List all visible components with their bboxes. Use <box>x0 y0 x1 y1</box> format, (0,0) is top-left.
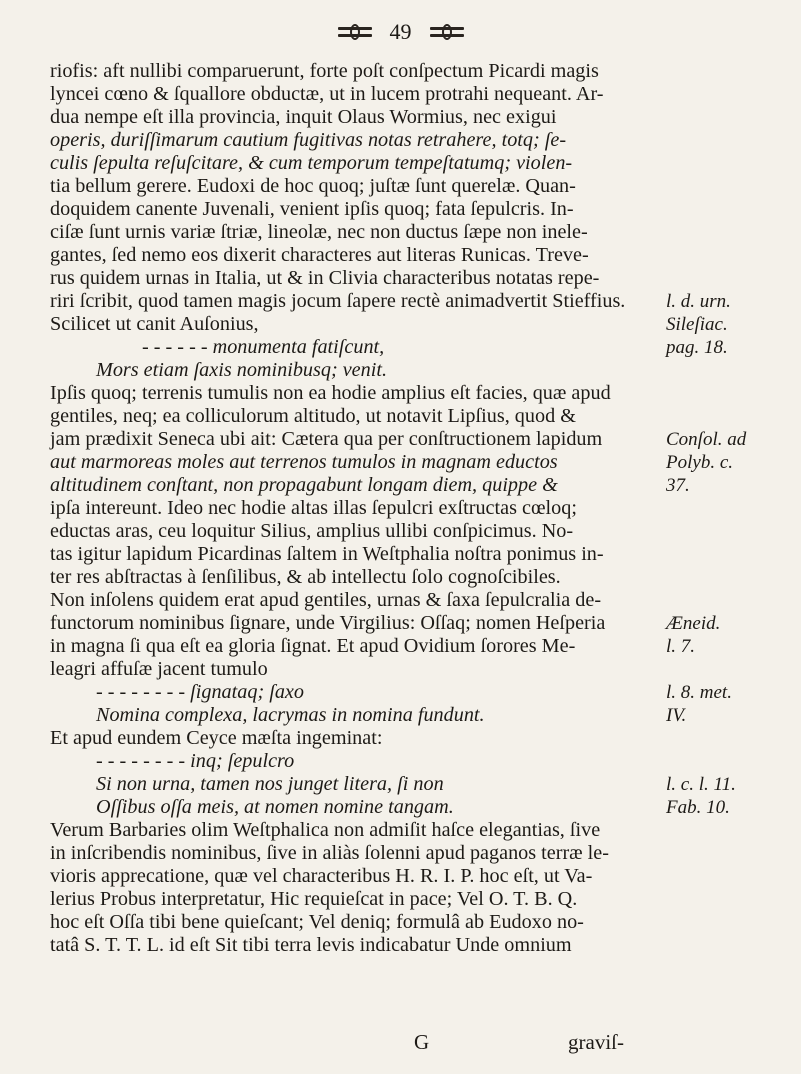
line-text: culis ſepulta reſuſcitare, & cum temporum tempeſtatumq; violen- <box>50 152 573 174</box>
text-block <box>50 60 750 957</box>
line-text: Mors etiam ſaxis nominibusq; venit. <box>96 359 388 381</box>
text-line <box>50 106 750 129</box>
margin-note: l. 7. <box>666 636 696 657</box>
line-text: altitudinem conſtant, non propagabunt longam diem, quippe & <box>50 474 558 496</box>
line-text: riofis: aft nullibi comparuerunt, forte poſt conſpectum Picardi magis <box>50 60 599 82</box>
margin-note: IV. <box>666 705 687 726</box>
line-text: Nomina complexa, lacrymas in nomina fundunt. <box>96 704 485 726</box>
text-line <box>50 888 750 911</box>
text-line <box>50 83 750 106</box>
margin-note: Polyb. c. <box>666 452 734 473</box>
text-line <box>50 635 750 658</box>
line-text: - - - - - - - - inq; ſepulcro <box>96 750 295 772</box>
line-text: gentiles, neq; ea colliculorum altitudo, ut notavit Lipſius, quod & <box>50 405 576 427</box>
line-text: tia bellum gerere. Eudoxi de hoc quoq; juſtæ ſunt querelæ. Quan- <box>50 175 576 197</box>
margin-note: Sileſiac. <box>666 314 728 335</box>
text-line <box>50 451 750 474</box>
text-line <box>50 796 750 819</box>
line-text: Scilicet ut canit Auſonius, <box>50 313 259 335</box>
text-line <box>50 244 750 267</box>
text-line <box>50 934 750 957</box>
line-text: Oſſibus oſſa meis, at nomen nomine tangam. <box>96 796 454 818</box>
text-line <box>50 589 750 612</box>
text-line <box>50 474 750 497</box>
text-line <box>50 566 750 589</box>
text-line <box>50 428 750 451</box>
text-line <box>50 658 750 681</box>
ornament-right-icon <box>430 24 464 40</box>
text-line <box>50 152 750 175</box>
margin-note: 37. <box>666 475 690 496</box>
text-line <box>50 911 750 934</box>
line-text: ciſæ ſunt urnis variæ ſtriæ, lineolæ, nec non ductus ſæpe non inele- <box>50 221 588 243</box>
line-text: lerius Probus interpretatur, Hic requieſcat in pace; Vel O. T. B. Q. <box>50 888 578 910</box>
margin-note: l. c. l. 11. <box>666 774 736 795</box>
line-text: Ipſis quoq; terrenis tumulis non ea hodie amplius eſt facies, quæ apud <box>50 382 611 404</box>
line-text: tas igitur lapidum Picardinas ſaltem in Weſtphalia noſtra ponimus in- <box>50 543 604 565</box>
margin-note: l. d. urn. <box>666 291 731 312</box>
text-line <box>50 520 750 543</box>
text-line <box>50 681 750 704</box>
line-text: Et apud eundem Ceyce mæſta ingeminat: <box>50 727 383 749</box>
line-text: ipſa intereunt. Ideo nec hodie altas illas ſepulcri exſtructas cœloq; <box>50 497 577 519</box>
line-text: in inſcribendis nominibus, ſive in aliàs ſolenni apud paganos terræ le- <box>50 842 609 864</box>
line-text: aut marmoreas moles aut terrenos tumulos in magnam eductos <box>50 451 558 473</box>
ornament-left-icon <box>338 24 372 40</box>
line-text: Verum Barbaries olim Weſtphalica non admiſit haſce elegantias, ſive <box>50 819 601 841</box>
text-line <box>50 359 750 382</box>
margin-note: pag. 18. <box>666 337 728 358</box>
margin-note: l. 8. met. <box>666 682 732 703</box>
line-text: tatâ S. T. T. L. id eſt Sit tibi terra levis indicabatur Unde omnium <box>50 934 572 956</box>
line-text: leagri affuſæ jacent tumulo <box>50 658 268 680</box>
text-line <box>50 842 750 865</box>
text-line <box>50 612 750 635</box>
text-line <box>50 129 750 152</box>
line-text: doquidem canente Juvenali, venient ipſis quoq; fata ſepulcris. In- <box>50 198 574 220</box>
text-line <box>50 543 750 566</box>
line-text: gantes, ſed nemo eos dixerit characteres aut literas Runicas. Treve- <box>50 244 589 266</box>
line-text: eductas aras, ceu loquitur Silius, amplius ullibi conſpicimus. No- <box>50 520 574 542</box>
line-text: operis, duriſſimarum cautium fugitivas notas retrahere, totq; ſe- <box>50 129 567 151</box>
line-text: lyncei cœno & ſquallore obductæ, ut in lucem protrahi nequeant. Ar- <box>50 83 604 105</box>
text-line <box>50 819 750 842</box>
margin-note: Æneid. <box>666 613 721 634</box>
text-line <box>50 175 750 198</box>
line-text: Si non urna, tamen nos junget litera, ſi non <box>96 773 444 795</box>
line-text: Non inſolens quidem erat apud gentiles, urnas & ſaxa ſepulcralia de- <box>50 589 602 611</box>
text-line <box>50 750 750 773</box>
margin-note: Fab. 10. <box>666 797 730 818</box>
footer-line <box>0 1030 801 1054</box>
page-number: 49 <box>389 19 412 44</box>
line-text: ter res abſtractas à ſenſilibus, & ab intellectu ſolo cognoſcibiles. <box>50 566 561 588</box>
text-line <box>50 727 750 750</box>
line-text: riri ſcribit, quod tamen magis jocum ſapere rectè animadvertit Stieffius. <box>50 290 626 312</box>
text-line <box>50 497 750 520</box>
line-text: functorum nominibus ſignare, unde Virgilius: Oſſaq; nomen Heſperia <box>50 612 606 634</box>
catchword: graviſ- <box>568 1030 624 1054</box>
text-line <box>50 313 750 336</box>
line-text: vioris apprecatione, quæ vel characteribus H. R. I. P. hoc eſt, ut Va- <box>50 865 593 887</box>
running-head <box>0 14 801 50</box>
text-line <box>50 336 750 359</box>
text-line <box>50 221 750 244</box>
text-line <box>50 865 750 888</box>
text-line <box>50 405 750 428</box>
line-text: in magna ſi qua eſt ea gloria ſignat. Et apud Ovidium ſorores Me- <box>50 635 576 657</box>
line-text: hoc eſt Oſſa tibi bene quieſcant; Vel deniq; formulâ ab Eudoxo no- <box>50 911 584 933</box>
line-text: rus quidem urnas in Italia, ut & in Clivia characteribus notatas repe- <box>50 267 600 289</box>
line-text: - - - - - - - - ſignataq; ſaxo <box>96 681 304 703</box>
text-line <box>50 60 750 83</box>
text-line <box>50 704 750 727</box>
text-line <box>50 382 750 405</box>
text-line <box>50 198 750 221</box>
signature-mark: G <box>414 1030 430 1054</box>
text-line <box>50 773 750 796</box>
text-line <box>50 290 750 313</box>
line-text: jam prædixit Seneca ubi ait: Cætera qua per conſtructionem lapidum <box>50 428 603 450</box>
margin-note: Conſol. ad <box>666 429 747 450</box>
text-line <box>50 267 750 290</box>
line-text: dua nempe eſt illa provincia, inquit Olaus Wormius, nec exigui <box>50 106 557 128</box>
line-text: - - - - - - monumenta fatiſcunt, <box>142 336 385 358</box>
